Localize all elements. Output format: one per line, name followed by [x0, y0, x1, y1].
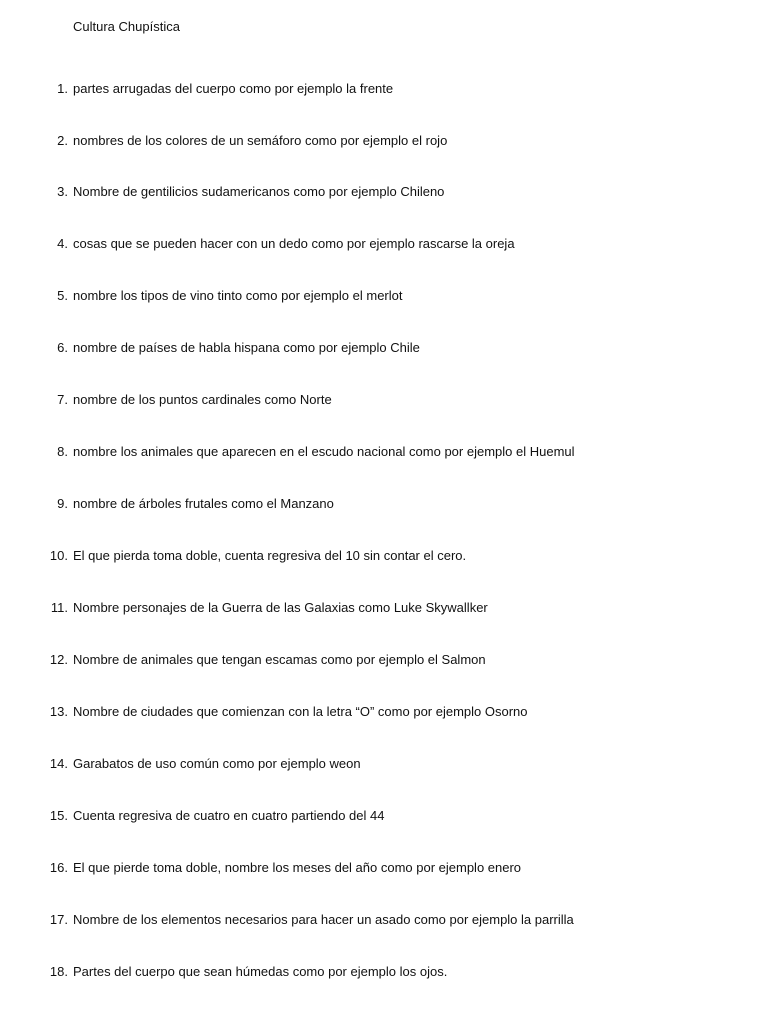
list-item-number: 17. — [49, 912, 68, 927]
list-item — [0, 703, 768, 721]
list-item-number: 13. — [49, 704, 68, 719]
list-item-number: 15. — [49, 808, 68, 823]
list-item-text: nombre de árboles frutales como el Manzano — [73, 496, 334, 511]
list-item-text: El que pierde toma doble, nombre los meses del año como por ejemplo enero — [73, 860, 522, 875]
list-item — [0, 443, 768, 461]
list-item-text: nombre los tipos de vino tinto como por ejemplo el merlot — [73, 288, 403, 303]
list-item-text: Cuenta regresiva de cuatro en cuatro partiendo del 44 — [73, 808, 385, 823]
list-item-number: 10. — [49, 548, 68, 563]
list-item-number: 6. — [57, 340, 68, 355]
list-item-text: Nombre de los elementos necesarios para hacer un asado como por ejemplo la parrilla — [73, 912, 574, 927]
list-item — [0, 651, 768, 669]
list-item-text: nombre de los puntos cardinales como Norte — [73, 392, 332, 407]
list-item-text: partes arrugadas del cuerpo como por ejemplo la frente — [73, 81, 394, 96]
list-item-text: nombre de países de habla hispana como por ejemplo Chile — [73, 340, 420, 355]
list-item-number: 7. — [57, 392, 68, 407]
list-item-text: Nombre de ciudades que comienzan con la letra “O” como por ejemplo Osorno — [73, 704, 528, 719]
list-item-text: Nombre de gentilicios sudamericanos como por ejemplo Chileno — [73, 184, 445, 199]
list-item-number: 18. — [49, 964, 68, 979]
list-item — [0, 132, 768, 150]
list-item — [0, 495, 768, 513]
list-item — [0, 599, 768, 617]
list-item-number: 4. — [57, 236, 68, 251]
list-item-text: nombre los animales que aparecen en el escudo nacional como por ejemplo el Huemul — [73, 444, 575, 459]
list-item-number: 14. — [49, 756, 68, 771]
document-title: Cultura Chupística — [73, 19, 180, 34]
list-item-number: 9. — [57, 496, 68, 511]
list-item — [0, 80, 768, 98]
list-item — [0, 963, 768, 981]
list-item-text: Garabatos de uso común como por ejemplo weon — [73, 756, 361, 771]
list-item-number: 8. — [57, 444, 68, 459]
list-item-number: 3. — [57, 184, 68, 199]
list-item-text: Nombre personajes de la Guerra de las Galaxias como Luke Skywallker — [73, 600, 488, 615]
list-item-text: Nombre de animales que tengan escamas como por ejemplo el Salmon — [73, 652, 486, 667]
list-item-text: Partes del cuerpo que sean húmedas como por ejemplo los ojos. — [73, 964, 448, 979]
list-item — [0, 547, 768, 565]
list-item-number: 12. — [49, 652, 68, 667]
list-item-text: cosas que se pueden hacer con un dedo como por ejemplo rascarse la oreja — [73, 236, 515, 251]
list-item-number: 5. — [57, 288, 68, 303]
list-item — [0, 287, 768, 305]
list-item — [0, 339, 768, 357]
list-item-text: El que pierda toma doble, cuenta regresiva del 10 sin contar el cero. — [73, 548, 467, 563]
list-item — [0, 755, 768, 773]
list-item-number: 16. — [49, 860, 68, 875]
list-item — [0, 391, 768, 409]
list-item — [0, 859, 768, 877]
list-item-number: 2. — [57, 133, 68, 148]
list-item-number: 11. — [50, 600, 68, 615]
list-item-number: 1. — [57, 81, 68, 96]
list-item — [0, 235, 768, 253]
list-item — [0, 911, 768, 929]
list-item — [0, 183, 768, 201]
list-item-text: nombres de los colores de un semáforo como por ejemplo el rojo — [73, 133, 448, 148]
list-item — [0, 807, 768, 825]
